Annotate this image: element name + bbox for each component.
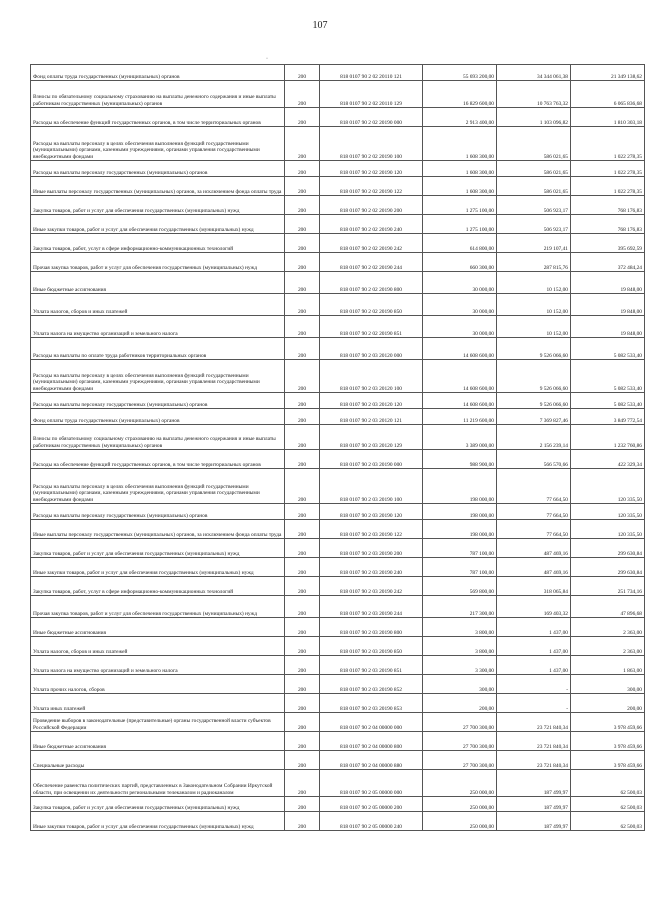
row-executed-amount: 487 469,16 — [497, 539, 571, 558]
row-approved-amount: 787 100,00 — [423, 558, 497, 577]
row-executed-amount: 77 664,50 — [497, 469, 571, 504]
row-executed-amount: 23 721 840,34 — [497, 713, 571, 732]
row-description: Иные бюджетные ассигнования — [31, 272, 285, 294]
row-executed-amount: 7 369 827,46 — [497, 409, 571, 425]
row-approved-amount: 16 829 600,00 — [423, 81, 497, 108]
table-row — [31, 177, 645, 196]
row-executed-amount: - — [497, 675, 571, 694]
row-description: Уплата налога на имущество организаций и земельного налога — [31, 316, 285, 338]
row-unexecuted-amount: 422 329,34 — [571, 450, 645, 469]
table-row — [31, 770, 645, 797]
row-description: Иные выплаты персоналу государственных (муниципальных) органов, за исключением фонда оплаты труда — [31, 177, 285, 196]
row-budget-code: 818 0107 90 2 02 20190 200 — [320, 196, 423, 215]
row-description: Закупка товаров, работ, услуг в сфере информационно-коммуникационных технологий — [31, 234, 285, 253]
row-unexecuted-amount: 1 022 278,35 — [571, 177, 645, 196]
row-unexecuted-amount: 299 630,84 — [571, 558, 645, 577]
row-executed-amount: 1 437,00 — [497, 618, 571, 637]
table-row — [31, 272, 645, 294]
table-row — [31, 393, 645, 409]
table-row — [31, 450, 645, 469]
row-line-code: 200 — [285, 161, 320, 177]
row-unexecuted-amount: 5 082 533,40 — [571, 360, 645, 393]
table-row — [31, 469, 645, 504]
row-budget-code: 818 0107 90 2 03 20120 129 — [320, 425, 423, 450]
row-executed-amount: 187 499,97 — [497, 812, 571, 831]
row-unexecuted-amount: 120 335,50 — [571, 520, 645, 539]
row-line-code: 200 — [285, 425, 320, 450]
row-executed-amount: 1 437,00 — [497, 637, 571, 656]
row-budget-code: 818 0107 90 2 02 20190 242 — [320, 234, 423, 253]
row-line-code: 200 — [285, 770, 320, 797]
table-row — [31, 751, 645, 770]
row-description: Прочая закупка товаров, работ и услуг для обеспечения государственных (муниципальных) нужд — [31, 596, 285, 618]
row-description: Уплата налога на имущество организаций и земельного налога — [31, 656, 285, 675]
row-approved-amount: 198 000,00 — [423, 504, 497, 520]
table-row — [31, 596, 645, 618]
row-approved-amount: 14 608 600,00 — [423, 360, 497, 393]
row-line-code: 200 — [285, 196, 320, 215]
row-line-code: 200 — [285, 520, 320, 539]
row-description: Расходы на обеспечение функций государственных органов, в том числе территориальных органов — [31, 450, 285, 469]
row-budget-code: 818 0107 90 2 03 20120 121 — [320, 409, 423, 425]
row-budget-code: 818 0107 90 2 03 20190 200 — [320, 539, 423, 558]
row-approved-amount: 1 275 100,00 — [423, 215, 497, 234]
row-line-code: 200 — [285, 812, 320, 831]
row-line-code: 200 — [285, 751, 320, 770]
row-budget-code: 818 0107 90 2 02 20190 851 — [320, 316, 423, 338]
row-description: Иные закупки товаров, работ и услуг для обеспечения государственных (муниципальных) нужд — [31, 215, 285, 234]
row-description: Расходы на обеспечение функций государственных органов, в том числе территориальных органов — [31, 108, 285, 127]
row-budget-code: 818 0107 90 2 05 00000 240 — [320, 812, 423, 831]
row-budget-code: 818 0107 90 2 02 20190 100 — [320, 127, 423, 161]
table-row — [31, 316, 645, 338]
row-unexecuted-amount: 62 500,03 — [571, 812, 645, 831]
row-line-code: 200 — [285, 539, 320, 558]
row-approved-amount: 27 700 300,00 — [423, 751, 497, 770]
row-approved-amount: 250 000,00 — [423, 770, 497, 797]
row-line-code: 200 — [285, 637, 320, 656]
row-budget-code: 818 0107 90 2 02 20190 800 — [320, 272, 423, 294]
table-row — [31, 637, 645, 656]
row-unexecuted-amount: 62 500,03 — [571, 797, 645, 812]
row-description: Расходы на выплаты персоналу государственных (муниципальных) органов — [31, 393, 285, 409]
row-unexecuted-amount: 3 849 772,54 — [571, 409, 645, 425]
table-row — [31, 618, 645, 637]
table-row — [31, 196, 645, 215]
row-line-code: 200 — [285, 469, 320, 504]
row-line-code: 200 — [285, 504, 320, 520]
row-line-code: 200 — [285, 294, 320, 316]
row-line-code: 200 — [285, 81, 320, 108]
row-executed-amount: 287 815,76 — [497, 253, 571, 272]
row-approved-amount: 300,00 — [423, 675, 497, 694]
table-row — [31, 797, 645, 812]
row-budget-code: 818 0107 90 2 02 20190 000 — [320, 108, 423, 127]
row-approved-amount: 217 300,00 — [423, 596, 497, 618]
row-approved-amount: 2 913 400,00 — [423, 108, 497, 127]
row-unexecuted-amount: 200,00 — [571, 694, 645, 713]
row-line-code: 200 — [285, 558, 320, 577]
row-budget-code: 818 0107 90 2 03 20190 000 — [320, 450, 423, 469]
row-approved-amount: 3 800,00 — [423, 637, 497, 656]
row-line-code: 200 — [285, 253, 320, 272]
row-budget-code: 818 0107 90 2 03 20120 000 — [320, 338, 423, 360]
row-line-code: 200 — [285, 316, 320, 338]
row-budget-code: 818 0107 90 2 02 20190 120 — [320, 161, 423, 177]
row-description: Иные закупки товаров, работ и услуг для обеспечения государственных (муниципальных) нужд — [31, 558, 285, 577]
table-row — [31, 409, 645, 425]
row-unexecuted-amount: 1 863,00 — [571, 656, 645, 675]
row-description: Закупка товаров, работ, услуг в сфере информационно-коммуникационных технологий — [31, 577, 285, 596]
row-line-code: 200 — [285, 127, 320, 161]
row-approved-amount: 1 608 300,00 — [423, 127, 497, 161]
row-line-code: 200 — [285, 450, 320, 469]
row-budget-code: 818 0107 90 2 03 20190 240 — [320, 558, 423, 577]
row-budget-code: 818 0107 90 2 03 20190 851 — [320, 656, 423, 675]
row-budget-code: 818 0107 90 2 03 20190 853 — [320, 694, 423, 713]
row-unexecuted-amount: 299 630,84 — [571, 539, 645, 558]
table-row — [31, 234, 645, 253]
row-line-code: 200 — [285, 65, 320, 81]
row-unexecuted-amount: 251 734,16 — [571, 577, 645, 596]
scan-dot: · — [266, 56, 268, 62]
row-line-code: 200 — [285, 596, 320, 618]
table-row — [31, 360, 645, 393]
row-unexecuted-amount: 3 978 459,66 — [571, 751, 645, 770]
table-row — [31, 504, 645, 520]
row-executed-amount: - — [497, 694, 571, 713]
row-budget-code: 818 0107 90 2 03 20190 850 — [320, 637, 423, 656]
row-line-code: 200 — [285, 338, 320, 360]
row-description: Специальные расходы — [31, 751, 285, 770]
row-description: Расходы на выплаты персоналу в целях обеспечения выполнения функций государственными (муниципальными) органами, казенными учреждениями, органами управления государственными внебюджетными фондами — [31, 360, 285, 393]
table-row — [31, 127, 645, 161]
row-approved-amount: 200,00 — [423, 694, 497, 713]
row-description: Иные бюджетные ассигнования — [31, 732, 285, 751]
page-number: 107 — [312, 20, 328, 31]
row-approved-amount: 787 100,00 — [423, 539, 497, 558]
row-unexecuted-amount: 120 335,50 — [571, 504, 645, 520]
table-row — [31, 675, 645, 694]
row-unexecuted-amount: 768 176,83 — [571, 215, 645, 234]
row-executed-amount: 1 437,00 — [497, 656, 571, 675]
row-unexecuted-amount: 62 500,03 — [571, 770, 645, 797]
row-description: Уплата налогов, сборов и иных платежей — [31, 637, 285, 656]
row-description: Закупка товаров, работ и услуг для обеспечения государственных (муниципальных) нужд — [31, 797, 285, 812]
row-executed-amount: 34 344 061,38 — [497, 65, 571, 81]
row-executed-amount: 506 923,17 — [497, 196, 571, 215]
row-unexecuted-amount: 120 335,50 — [571, 469, 645, 504]
row-description: Взносы по обязательному социальному страхованию на выплаты денежного содержания и иные выплаты работникам государственных (муниципальных) органов — [31, 81, 285, 108]
row-approved-amount: 988 900,00 — [423, 450, 497, 469]
row-approved-amount: 14 608 600,00 — [423, 338, 497, 360]
row-approved-amount: 30 000,00 — [423, 272, 497, 294]
row-description: Закупка товаров, работ и услуг для обеспечения государственных (муниципальных) нужд — [31, 196, 285, 215]
table-row — [31, 732, 645, 751]
row-approved-amount: 250 000,00 — [423, 797, 497, 812]
row-approved-amount: 1 608 300,00 — [423, 177, 497, 196]
row-executed-amount: 10 763 763,32 — [497, 81, 571, 108]
table-row — [31, 215, 645, 234]
row-executed-amount: 586 021,65 — [497, 127, 571, 161]
row-unexecuted-amount: 1 022 278,35 — [571, 127, 645, 161]
row-unexecuted-amount: 1 022 278,35 — [571, 161, 645, 177]
row-executed-amount: 219 107,41 — [497, 234, 571, 253]
row-executed-amount: 23 721 840,34 — [497, 732, 571, 751]
row-executed-amount: 9 526 066,60 — [497, 360, 571, 393]
row-approved-amount: 1 275 100,00 — [423, 196, 497, 215]
row-unexecuted-amount: 2 363,00 — [571, 618, 645, 637]
row-approved-amount: 1 608 300,00 — [423, 161, 497, 177]
row-approved-amount: 660 300,00 — [423, 253, 497, 272]
table-row — [31, 425, 645, 450]
row-description: Расходы на выплаты персоналу государственных (муниципальных) органов — [31, 504, 285, 520]
table-row — [31, 338, 645, 360]
row-approved-amount: 569 800,00 — [423, 577, 497, 596]
row-executed-amount: 586 021,65 — [497, 177, 571, 196]
row-line-code: 200 — [285, 675, 320, 694]
row-line-code: 200 — [285, 215, 320, 234]
row-description: Фонд оплаты труда государственных (муниципальных) органов — [31, 409, 285, 425]
row-approved-amount: 30 000,00 — [423, 316, 497, 338]
row-description: Иные закупки товаров, работ и услуг для обеспечения государственных (муниципальных) нужд — [31, 812, 285, 831]
row-line-code: 200 — [285, 409, 320, 425]
row-line-code: 200 — [285, 713, 320, 732]
table-row — [31, 713, 645, 732]
row-executed-amount: 506 923,17 — [497, 215, 571, 234]
table-row — [31, 520, 645, 539]
row-line-code: 200 — [285, 108, 320, 127]
row-executed-amount: 10 152,00 — [497, 272, 571, 294]
row-approved-amount: 3 389 000,00 — [423, 425, 497, 450]
row-description: Взносы по обязательному социальному страхованию на выплаты денежного содержания и иные выплаты работникам государственных (муниципальных) органов — [31, 425, 285, 450]
row-unexecuted-amount: 5 082 533,40 — [571, 393, 645, 409]
row-executed-amount: 77 664,50 — [497, 504, 571, 520]
row-budget-code: 818 0107 90 2 03 20190 800 — [320, 618, 423, 637]
row-description: Обеспечение равенства политических партий, представленных в Законодательном Собрании Иркутской области, при освещении их деятельности региональными телеканалом и радиоканалом — [31, 770, 285, 797]
table-body — [31, 65, 645, 831]
row-description: Прочая закупка товаров, работ и услуг для обеспечения государственных (муниципальных) нужд — [31, 253, 285, 272]
row-executed-amount: 9 526 066,60 — [497, 393, 571, 409]
row-executed-amount: 9 526 066,60 — [497, 338, 571, 360]
row-budget-code: 818 0107 90 2 02 20110 129 — [320, 81, 423, 108]
row-budget-code: 818 0107 90 2 02 20190 240 — [320, 215, 423, 234]
row-budget-code: 818 0107 90 2 03 20190 120 — [320, 504, 423, 520]
row-approved-amount: 3 800,00 — [423, 618, 497, 637]
row-description: Уплата прочих налогов, сборов — [31, 675, 285, 694]
row-executed-amount: 566 570,66 — [497, 450, 571, 469]
row-approved-amount: 11 219 600,00 — [423, 409, 497, 425]
row-executed-amount: 10 152,00 — [497, 294, 571, 316]
table-row — [31, 694, 645, 713]
row-description: Расходы на выплаты персоналу в целях обеспечения выполнения функций государственными (муниципальными) органами, казенными учреждениями, органами управления государственными внебюджетными фондами — [31, 469, 285, 504]
table-row — [31, 161, 645, 177]
row-unexecuted-amount: 300,00 — [571, 675, 645, 694]
row-line-code: 200 — [285, 797, 320, 812]
row-unexecuted-amount: 47 896,68 — [571, 596, 645, 618]
table-row — [31, 539, 645, 558]
row-approved-amount: 55 693 200,00 — [423, 65, 497, 81]
row-unexecuted-amount: 6 065 836,68 — [571, 81, 645, 108]
row-description: Уплата иных платежей — [31, 694, 285, 713]
row-approved-amount: 198 000,00 — [423, 469, 497, 504]
row-budget-code: 818 0107 90 2 04 00000 000 — [320, 713, 423, 732]
row-approved-amount: 14 608 600,00 — [423, 393, 497, 409]
table-row — [31, 656, 645, 675]
table-row — [31, 108, 645, 127]
row-description: Иные бюджетные ассигнования — [31, 618, 285, 637]
row-budget-code: 818 0107 90 2 03 20190 852 — [320, 675, 423, 694]
table-row — [31, 65, 645, 81]
row-budget-code: 818 0107 90 2 03 20120 120 — [320, 393, 423, 409]
row-line-code: 200 — [285, 393, 320, 409]
row-description: Расходы на выплаты персоналу в целях обеспечения выполнения функций государственными (муниципальными) органами, казенными учреждениями, органами управления государственными внебюджетными фондами — [31, 127, 285, 161]
row-unexecuted-amount: 19 848,00 — [571, 316, 645, 338]
row-budget-code: 818 0107 90 2 03 20190 122 — [320, 520, 423, 539]
row-executed-amount: 10 152,00 — [497, 316, 571, 338]
row-executed-amount: 2 156 239,14 — [497, 425, 571, 450]
row-approved-amount: 27 700 300,00 — [423, 732, 497, 751]
row-executed-amount: 487 469,16 — [497, 558, 571, 577]
table-row — [31, 812, 645, 831]
row-budget-code: 818 0107 90 2 02 20110 121 — [320, 65, 423, 81]
row-executed-amount: 169 403,32 — [497, 596, 571, 618]
row-executed-amount: 187 499,97 — [497, 770, 571, 797]
row-line-code: 200 — [285, 234, 320, 253]
row-description: Фонд оплаты труда государственных (муниципальных) органов — [31, 65, 285, 81]
row-budget-code: 818 0107 90 2 05 00000 000 — [320, 770, 423, 797]
row-budget-code: 818 0107 90 2 03 20190 242 — [320, 577, 423, 596]
row-budget-code: 818 0107 90 2 04 00000 880 — [320, 751, 423, 770]
table-row — [31, 81, 645, 108]
row-unexecuted-amount: 768 176,83 — [571, 196, 645, 215]
table-row — [31, 577, 645, 596]
row-budget-code: 818 0107 90 2 02 20190 850 — [320, 294, 423, 316]
row-description: Иные выплаты персоналу государственных (муниципальных) органов, за исключением фонда оплаты труда — [31, 520, 285, 539]
row-line-code: 200 — [285, 577, 320, 596]
table-row — [31, 253, 645, 272]
row-unexecuted-amount: 3 978 459,66 — [571, 732, 645, 751]
row-line-code: 200 — [285, 694, 320, 713]
row-unexecuted-amount: 3 978 459,66 — [571, 713, 645, 732]
row-budget-code: 818 0107 90 2 05 00000 200 — [320, 797, 423, 812]
row-line-code: 200 — [285, 272, 320, 294]
row-approved-amount: 198 000,00 — [423, 520, 497, 539]
row-budget-code: 818 0107 90 2 04 00000 800 — [320, 732, 423, 751]
row-unexecuted-amount: 372 484,24 — [571, 253, 645, 272]
row-description: Расходы на выплаты по оплате труда работников территориальных органов — [31, 338, 285, 360]
row-executed-amount: 187 499,97 — [497, 797, 571, 812]
row-unexecuted-amount: 19 848,00 — [571, 294, 645, 316]
row-budget-code: 818 0107 90 2 03 20120 100 — [320, 360, 423, 393]
row-budget-code: 818 0107 90 2 03 20190 100 — [320, 469, 423, 504]
row-description: Проведение выборов в законодательные (представительные) органы государственной власти субъектов Российской Федерации — [31, 713, 285, 732]
row-approved-amount: 30 000,00 — [423, 294, 497, 316]
row-budget-code: 818 0107 90 2 02 20190 244 — [320, 253, 423, 272]
row-description: Уплата налогов, сборов и иных платежей — [31, 294, 285, 316]
row-line-code: 200 — [285, 618, 320, 637]
row-description: Расходы на выплаты персоналу государственных (муниципальных) органов — [31, 161, 285, 177]
row-unexecuted-amount: 1 232 760,86 — [571, 425, 645, 450]
row-approved-amount: 250 000,00 — [423, 812, 497, 831]
row-approved-amount: 614 800,00 — [423, 234, 497, 253]
row-unexecuted-amount: 395 692,59 — [571, 234, 645, 253]
row-line-code: 200 — [285, 177, 320, 196]
budget-execution-table — [30, 64, 645, 831]
row-budget-code: 818 0107 90 2 03 20190 244 — [320, 596, 423, 618]
row-executed-amount: 586 021,65 — [497, 161, 571, 177]
row-line-code: 200 — [285, 656, 320, 675]
row-unexecuted-amount: 5 082 533,40 — [571, 338, 645, 360]
row-unexecuted-amount: 2 363,00 — [571, 637, 645, 656]
table-row — [31, 294, 645, 316]
row-executed-amount: 23 721 840,34 — [497, 751, 571, 770]
row-line-code: 200 — [285, 360, 320, 393]
row-approved-amount: 3 300,00 — [423, 656, 497, 675]
table-row — [31, 558, 645, 577]
row-executed-amount: 77 664,50 — [497, 520, 571, 539]
row-approved-amount: 27 700 300,00 — [423, 713, 497, 732]
row-budget-code: 818 0107 90 2 02 20190 122 — [320, 177, 423, 196]
row-line-code: 200 — [285, 732, 320, 751]
row-unexecuted-amount: 21 349 138,62 — [571, 65, 645, 81]
row-description: Закупка товаров, работ и услуг для обеспечения государственных (муниципальных) нужд — [31, 539, 285, 558]
row-executed-amount: 1 103 096,82 — [497, 108, 571, 127]
row-unexecuted-amount: 19 848,00 — [571, 272, 645, 294]
row-executed-amount: 318 065,84 — [497, 577, 571, 596]
row-unexecuted-amount: 1 810 303,18 — [571, 108, 645, 127]
